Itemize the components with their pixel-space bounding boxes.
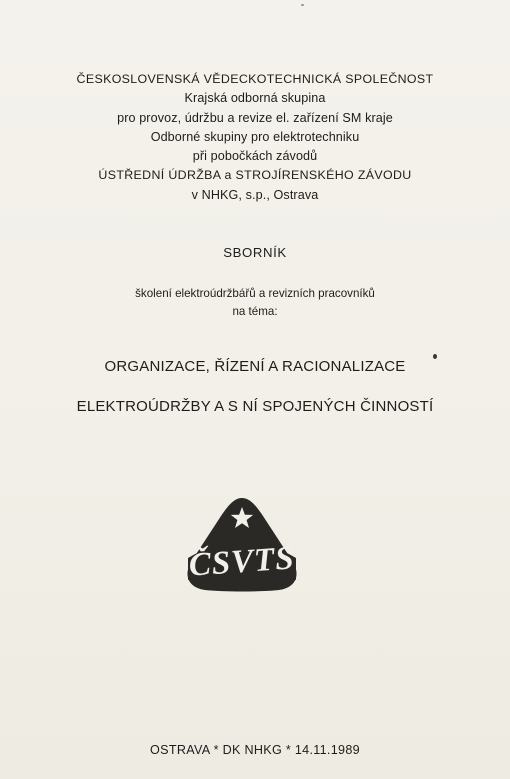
header-line-branches: při pobočkách závodů	[192, 149, 318, 164]
emblem-lettering: ČSVTS	[187, 540, 296, 584]
header-line-regional-group: Krajská odborná skupina	[184, 91, 326, 106]
topic-title-line-1: ORGANIZACE, ŘÍZENÍ A RACIONALIZACE	[104, 358, 406, 375]
header-line-maintenance: pro provoz, údržbu a revize el. zařízení SM kraje	[117, 110, 393, 125]
footer-place-date: OSTRAVA * DK NHKG * 14.11.1989	[150, 743, 360, 757]
header-line-nhkg: v NHKG, s.p., Ostrava	[191, 187, 319, 202]
paper-speck	[301, 4, 304, 6]
header-line-central-maintenance: ÚSTŘEDNÍ ÚDRŽBA a STROJÍRENSKÉHO ZÁVODU	[98, 168, 412, 183]
csvts-emblem-icon	[183, 496, 301, 594]
topic-title-line-2: ELEKTROÚDRŽBY A S NÍ SPOJENÝCH ČINNOSTÍ	[76, 398, 434, 415]
organization-header	[0, 70, 510, 205]
header-line-society: ČESKOSLOVENSKÁ VĚDECKOTECHNICKÁ SPOLEČNOST	[76, 72, 434, 86]
document-subtitle	[0, 285, 510, 321]
subtitle-line-topic-intro: na téma:	[232, 305, 278, 318]
subtitle-line-training: školení elektroúdržbářů a revizních pracovníků	[135, 287, 375, 300]
document-type-label: SBORNÍK	[223, 245, 287, 260]
header-line-electrotechnics: Odborné skupiny pro elektrotechniku	[150, 129, 360, 144]
paper-speck	[433, 354, 437, 359]
